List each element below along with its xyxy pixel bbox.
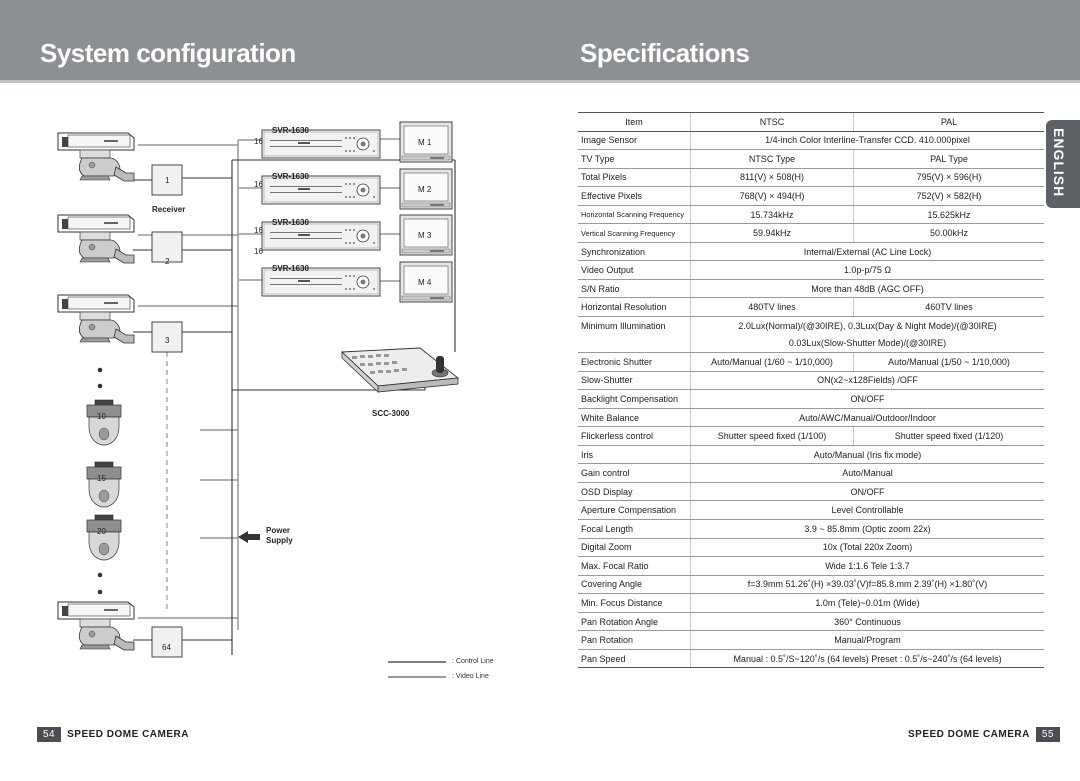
- page-number-right: 55: [1036, 727, 1060, 742]
- spec-value-ntsc: NTSC Type: [691, 150, 854, 169]
- spec-value-pal: 460TV lines: [854, 298, 1045, 317]
- receiver-number-1: 1: [165, 176, 170, 185]
- spec-item: Digital Zoom: [578, 538, 691, 557]
- monitor-label-3: M 3: [418, 231, 432, 240]
- specifications-table-body: [578, 113, 1044, 668]
- header-stripe: [0, 80, 1080, 83]
- spec-value-pal: 795(V) × 596(H): [854, 168, 1045, 187]
- spec-value-both: ON(x2~x128Fields) /OFF: [691, 371, 1045, 390]
- table-row: [578, 427, 1044, 446]
- footer-title-right: SPEED DOME CAMERA: [908, 729, 1030, 740]
- page-title-specifications: Specifications: [580, 38, 750, 68]
- specifications-table: [578, 112, 1044, 668]
- spec-item: Horizontal Resolution: [578, 298, 691, 317]
- spec-value-both: 1/4-inch Color Interline-Transfer CCD. 410.000pixel: [691, 131, 1045, 150]
- receiver-number-3: 3: [165, 336, 170, 345]
- spec-value-ntsc: 480TV lines: [691, 298, 854, 317]
- table-row: [578, 353, 1044, 372]
- controller-label: SCC-3000: [372, 409, 410, 418]
- spec-item: Pan Speed: [578, 649, 691, 668]
- table-row: [578, 538, 1044, 557]
- monitor-label-4: M 4: [418, 278, 432, 287]
- spec-item: Total Pixels: [578, 168, 691, 187]
- spec-item: Synchronization: [578, 242, 691, 261]
- table-row: [578, 649, 1044, 668]
- spec-item: Gain control: [578, 464, 691, 483]
- header-ntsc: NTSC: [691, 113, 854, 132]
- table-row: [578, 464, 1044, 483]
- spec-value-ntsc: Shutter speed fixed (1/100): [691, 427, 854, 446]
- table-row: [578, 131, 1044, 150]
- monitor-label-1: M 1: [418, 138, 432, 147]
- system-configuration-diagram: [0, 90, 540, 710]
- table-row: [578, 445, 1044, 464]
- table-row: [578, 501, 1044, 520]
- table-row: [578, 390, 1044, 409]
- spec-item: White Balance: [578, 408, 691, 427]
- dvr-input-2: 16: [254, 180, 263, 189]
- legend-video-line: : Video Line: [452, 673, 489, 680]
- spec-value-both: Wide 1:1.6 Tele 1:3.7: [691, 557, 1045, 576]
- receiver-number-2: 2: [165, 257, 170, 266]
- table-row: [578, 205, 1044, 224]
- spec-value-pal: 752(V) × 582(H): [854, 187, 1045, 206]
- spec-item: Max. Focal Ratio: [578, 557, 691, 576]
- receiver-label: Receiver: [152, 205, 186, 214]
- dvr-input-1: 16: [254, 137, 263, 146]
- spec-value-ntsc: 811(V) × 508(H): [691, 168, 854, 187]
- spec-item: Pan Rotation Angle: [578, 612, 691, 631]
- spec-value-both: 0.03Lux(Slow-Shutter Mode)/(@30IRE): [691, 335, 1045, 353]
- dvr-input-4: 16: [254, 247, 263, 256]
- spec-item: Iris: [578, 445, 691, 464]
- footer-right: [908, 727, 1060, 743]
- power-supply-label-line2: Supply: [266, 536, 293, 545]
- table-row: [578, 242, 1044, 261]
- spec-value-ntsc: 15.734kHz: [691, 205, 854, 224]
- spec-value-both: f=3.9mm 51.26˚(H) ×39.03˚(V)f=85.8.mm 2.39˚(H) ×1.80˚(V): [691, 575, 1045, 594]
- dome-number-10: 10: [97, 412, 106, 421]
- spec-value-pal: 50.00kHz: [854, 224, 1045, 243]
- diagram-drawing: [0, 90, 540, 710]
- spec-value-pal: Shutter speed fixed (1/120): [854, 427, 1045, 446]
- table-row: [578, 168, 1044, 187]
- spec-item: Slow-Shutter: [578, 371, 691, 390]
- table-row: [578, 631, 1044, 650]
- spec-value-ntsc: 59.94kHz: [691, 224, 854, 243]
- spec-item: OSD Display: [578, 482, 691, 501]
- dome-number-20: 20: [97, 527, 106, 536]
- spec-item: Backlight Compensation: [578, 390, 691, 409]
- spec-value-both: Level Controllable: [691, 501, 1045, 520]
- monitor-label-2: M 2: [418, 185, 432, 194]
- spec-item: Vertical Scanning Frequency: [578, 224, 691, 243]
- dvr-label-2: SVR-1630: [272, 172, 309, 181]
- dvr-label-3: SVR-1630: [272, 218, 309, 227]
- receiver-number-64: 64: [162, 643, 171, 652]
- spec-item: Pan Rotation: [578, 631, 691, 650]
- table-row: [578, 594, 1044, 613]
- dvr-label-1: SVR-1630: [272, 126, 309, 135]
- table-row: [578, 187, 1044, 206]
- spec-item: S/N Ratio: [578, 279, 691, 298]
- spec-value-pal: Auto/Manual (1/50 ~ 1/10,000): [854, 353, 1045, 372]
- page-title-system-configuration: System configuration: [40, 38, 296, 68]
- table-row: [578, 408, 1044, 427]
- header-pal: PAL: [854, 113, 1045, 132]
- table-row: [578, 317, 1044, 335]
- spec-value-both: 1.0p-p/75 Ω: [691, 261, 1045, 280]
- spec-item: Minimum Illumination: [581, 320, 666, 331]
- legend-control-line: : Control Line: [452, 658, 494, 665]
- header-item: Item: [578, 113, 691, 132]
- table-row: [578, 482, 1044, 501]
- dvr-label-4: SVR-1630: [272, 264, 309, 273]
- spec-value-both: Manual : 0.5˚/S~120˚/s (64 levels) Preset : 0.5˚/s~240˚/s (64 levels): [691, 649, 1045, 668]
- spec-value-both: 3.9 ~ 85.8mm (Optic zoom 22x): [691, 520, 1045, 539]
- spec-item: Effective Pixels: [578, 187, 691, 206]
- language-tab: [1046, 120, 1080, 208]
- spec-item: Electronic Shutter: [578, 353, 691, 372]
- table-row: [578, 335, 1044, 353]
- table-row: [578, 150, 1044, 169]
- spec-item: Video Output: [578, 261, 691, 280]
- spec-value-both: Auto/Manual: [691, 464, 1045, 483]
- spec-value-both: 10x (Total 220x Zoom): [691, 538, 1045, 557]
- spec-item: [578, 335, 691, 353]
- spec-value-both: ON/OFF: [691, 390, 1045, 409]
- spec-item: Min. Focus Distance: [578, 594, 691, 613]
- footer-left: [37, 727, 189, 743]
- table-row: [578, 612, 1044, 631]
- spec-item: Image Sensor: [578, 131, 691, 150]
- spec-value-both: Auto/AWC/Manual/Outdoor/Indoor: [691, 408, 1045, 427]
- spec-item: Horizontal Scanning Frequency: [578, 205, 691, 224]
- spec-value-both: Internal/External (AC Line Lock): [691, 242, 1045, 261]
- spec-value-pal: PAL Type: [854, 150, 1045, 169]
- spec-value-pal: 15.625kHz: [854, 205, 1045, 224]
- spec-value-ntsc: 768(V) × 494(H): [691, 187, 854, 206]
- page-number-left: 54: [37, 727, 61, 742]
- table-row: [578, 520, 1044, 539]
- dvr-input-3: 16: [254, 226, 263, 235]
- spec-value-ntsc: Auto/Manual (1/60 ~ 1/10,000): [691, 353, 854, 372]
- spec-value-both: Manual/Program: [691, 631, 1045, 650]
- spec-value-both: More than 48dB (AGC OFF): [691, 279, 1045, 298]
- spec-value-both: ON/OFF: [691, 482, 1045, 501]
- spec-value-both: 1.0m (Tele)~0.01m (Wide): [691, 594, 1045, 613]
- table-row: [578, 575, 1044, 594]
- table-row: [578, 224, 1044, 243]
- spec-item: Covering Angle: [578, 575, 691, 594]
- spec-item: Focal Length: [578, 520, 691, 539]
- language-tab-label: ENGLISH: [1051, 128, 1067, 198]
- footer-title-left: SPEED DOME CAMERA: [67, 729, 189, 740]
- spec-value-both: 2.0Lux(Normal)/(@30IRE), 0.3Lux(Day & Night Mode)/(@30IRE): [691, 317, 1045, 335]
- dome-number-15: 15: [97, 474, 106, 483]
- table-header-row: [578, 113, 1044, 132]
- spec-item: Aperture Compensation: [578, 501, 691, 520]
- table-row: [578, 261, 1044, 280]
- spec-value-both: 360° Continuous: [691, 612, 1045, 631]
- spec-item: Flickerless control: [578, 427, 691, 446]
- table-row: [578, 279, 1044, 298]
- table-row: [578, 371, 1044, 390]
- table-row: [578, 298, 1044, 317]
- spec-value-both: Auto/Manual (Iris fix mode): [691, 445, 1045, 464]
- spec-item: TV Type: [578, 150, 691, 169]
- table-row: [578, 557, 1044, 576]
- power-supply-label-line1: Power: [266, 526, 291, 535]
